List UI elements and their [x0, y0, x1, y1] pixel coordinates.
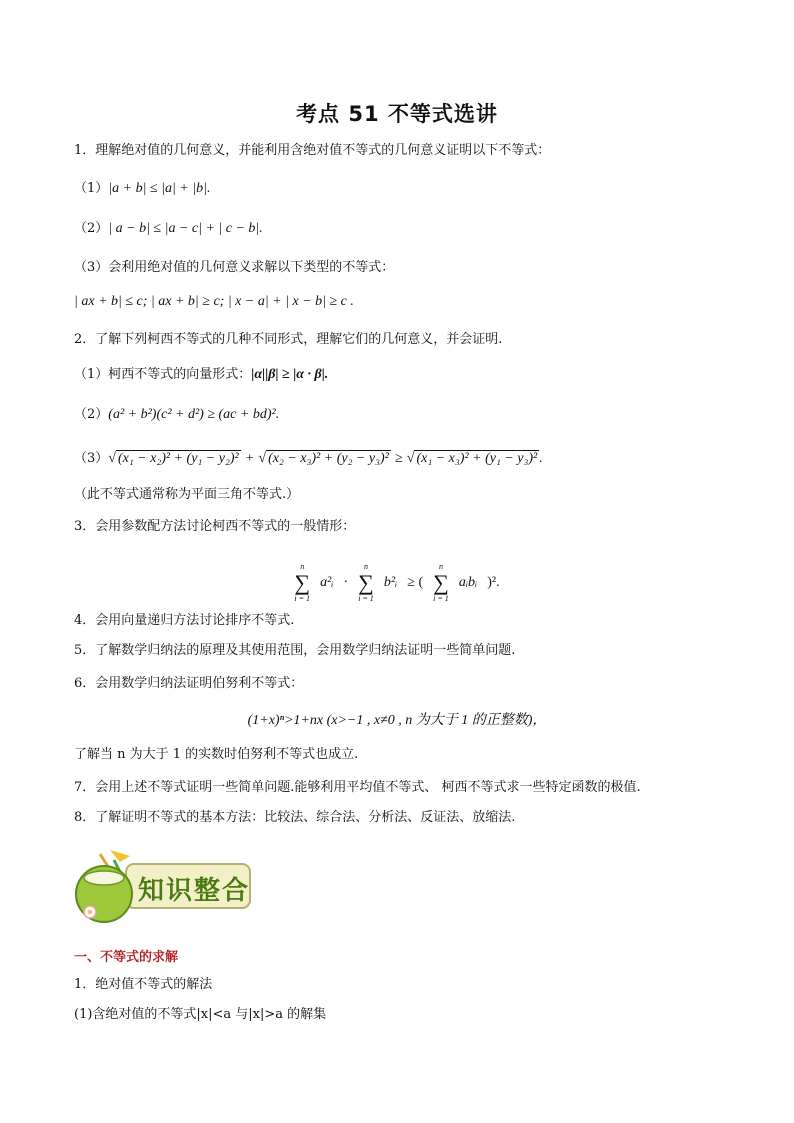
sum-lower: i = 1 — [358, 594, 374, 603]
ge-operator: ≥ ( — [407, 575, 424, 590]
item-2-note: （此不等式通常称为平面三角不等式.） — [74, 487, 300, 502]
page-title: 考点 51 不等式选讲 — [296, 102, 498, 126]
sqrt-sign-1: √ — [108, 451, 116, 466]
item-2c-label: （3） — [74, 451, 109, 466]
item-2b — [74, 406, 279, 424]
knowledge-integration-badge — [70, 846, 260, 926]
item-1c: （3）会利用绝对值的几何意义求解以下类型的不等式： — [74, 260, 395, 275]
badge-text: 知识整合 — [138, 876, 251, 906]
item-2c-root-3: (x₁ − x₃)² + (y₁ − y₃)² — [416, 451, 538, 466]
item-6: 6．会用数学归纳法证明伯努利不等式： — [74, 676, 304, 691]
sum-term-ab: aᵢbᵢ — [458, 575, 478, 590]
item-1b — [74, 220, 263, 238]
dot-operator: · — [343, 575, 349, 590]
item-7: 7．会用上述不等式证明一些简单问题.能够利用平均值不等式、 柯西不等式求一些特定函数的极值. — [74, 780, 641, 795]
closing-paren: )². — [487, 575, 500, 590]
item-2a-label: （1）柯西不等式的向量形式： — [74, 367, 252, 382]
item-2c-root-2: (x₂ − x₃)² + (y₂ − y₃)² — [268, 451, 389, 466]
item-6-note: 了解当 n 为大于 1 的实数时伯努利不等式也成立. — [74, 747, 359, 762]
sqrt-sign-3: √ — [406, 451, 415, 466]
item-1b-formula: | a − b| ≤ |a − c| + | c − b|. — [108, 221, 263, 236]
item-1b-label: （2） — [74, 221, 109, 236]
item-3-formula — [0, 554, 794, 604]
item-2b-label: （2） — [74, 407, 109, 422]
summation-3: n ∑ i = 1 — [433, 562, 449, 603]
sum-upper: n — [438, 562, 443, 571]
item-2c-root-1: (x₁ − x₂)² + (y₁ − y₂)² — [117, 451, 239, 466]
item-2c-plus: + — [244, 451, 255, 466]
subheading-1a: (1)含绝对值的不等式|x|<a 与|x|>a 的解集 — [74, 1007, 327, 1022]
item-2a — [74, 366, 328, 384]
subheading-1: 1．绝对值不等式的解法 — [74, 977, 213, 992]
sum-lower: i = 1 — [294, 594, 311, 603]
sum-lower: i = 1 — [433, 594, 449, 603]
item-1c-formula: | ax + b| ≤ c; | ax + b| ≥ c; | x − a| + | x − b| ≥ c . — [74, 294, 354, 309]
sum-upper: n — [300, 562, 305, 571]
item-5: 5．了解数学归纳法的原理及其使用范围，会用数学归纳法证明一些简单问题. — [74, 643, 516, 658]
item-2c — [74, 450, 543, 468]
summation-2: n ∑ i = 1 — [358, 562, 374, 603]
item-1a-label: （1） — [74, 181, 109, 196]
item-3: 3．会用参数配方法讨论柯西不等式的一般情形： — [74, 519, 356, 534]
item-1: 1．理解绝对值的几何意义，并能利用含绝对值不等式的几何意义证明以下不等式： — [74, 143, 551, 158]
sum-term-b: b²ᵢ — [383, 575, 398, 590]
item-2c-end: . — [539, 451, 543, 466]
section-heading: 一、不等式的求解 — [74, 950, 179, 965]
item-2c-ge: ≥ — [394, 451, 403, 466]
item-2: 2．了解下列柯西不等式的几种不同形式，理解它们的几何意义，并会证明. — [74, 332, 503, 347]
item-6-formula: (1+x)ⁿ>1+nx (x>−1 , x≠0 , n 为大于 1 的正整数)， — [247, 713, 547, 728]
item-4: 4．会用向量递归方法讨论排序不等式. — [74, 613, 295, 628]
item-2b-formula: (a² + b²)(c² + d²) ≥ (ac + bd)². — [108, 407, 280, 422]
item-1a — [74, 180, 210, 198]
sum-upper: n — [364, 562, 368, 571]
item-2a-formula: |α||β| ≥ |α · β|. — [251, 367, 329, 382]
summation-1: n ∑ i = 1 — [294, 562, 311, 603]
item-1a-formula: |a + b| ≤ |a| + |b|. — [108, 181, 211, 196]
sum-term-a: a²ᵢ — [320, 575, 334, 590]
sqrt-sign-2: √ — [258, 451, 267, 466]
item-8: 8．了解证明不等式的基本方法：比较法、综合法、分析法、反证法、放缩法. — [74, 810, 516, 825]
